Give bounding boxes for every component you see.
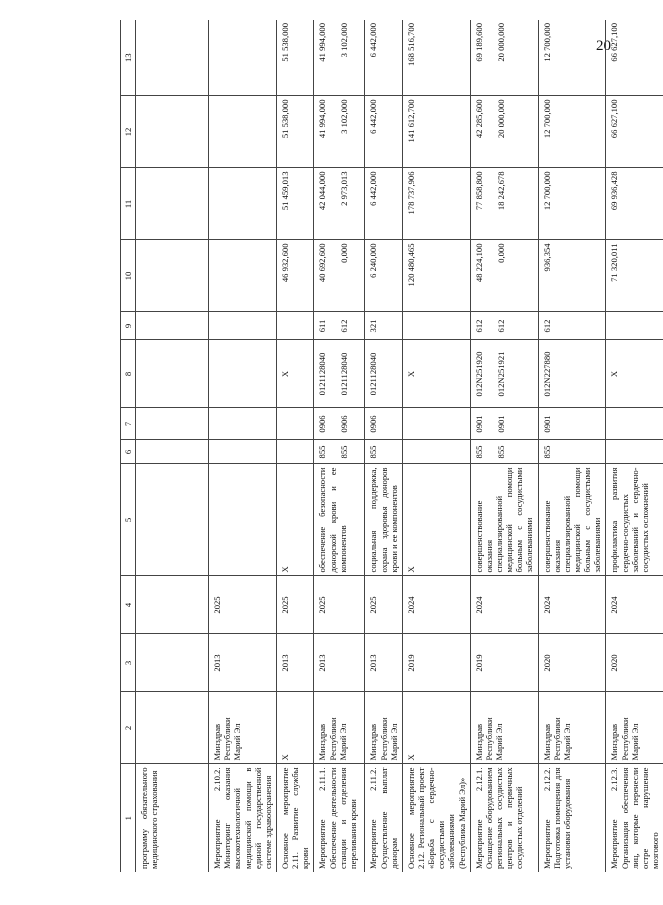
measure-name: Основное мероприятие 2.12. Региональный проект «Борьба с сердечно-сосудистыми заболеваниями (Республика Марий Эл)»	[402, 764, 470, 872]
cell-line	[139, 412, 161, 437]
col-header: 1	[121, 764, 136, 872]
cell-line: X	[609, 370, 620, 378]
cell-line: 66 627,100	[609, 99, 620, 139]
value-col10	[538, 240, 606, 312]
cell-line: 42 285,600	[473, 99, 484, 139]
grbs-code	[402, 440, 470, 464]
cell-line: 3 102,000	[339, 23, 350, 58]
cell-line: 0906	[339, 415, 350, 433]
value-col10	[402, 240, 470, 312]
cell-line: социальная поддержка, охрана здоровья доноров крови и ее компонентов	[368, 467, 399, 573]
cell-line: 855	[317, 445, 328, 459]
cell-line: 12 700,000	[541, 23, 552, 62]
cell-line: 69 189,600	[473, 23, 484, 62]
cell-line	[212, 444, 234, 461]
col-header: 4	[121, 576, 136, 634]
expense-type	[606, 312, 663, 340]
start-year: 2013	[365, 634, 402, 692]
cell-line	[183, 444, 205, 461]
cell-line	[161, 100, 183, 165]
cell-line	[161, 344, 183, 405]
target-article	[402, 340, 470, 408]
executor: Минздрав Республики Марий Эл	[606, 692, 663, 764]
table-row	[136, 20, 209, 872]
value-col13	[538, 20, 606, 96]
cell-line: 6 442,000	[368, 23, 379, 58]
value-col12	[606, 96, 663, 168]
cell-line: 77 858,800	[473, 171, 484, 211]
expense-type	[209, 312, 277, 340]
cell-line: 0121128040	[317, 352, 328, 396]
value-col13	[365, 20, 402, 96]
expense-type	[470, 312, 538, 340]
value-col11	[606, 168, 663, 240]
start-year: 2020	[538, 634, 606, 692]
target-article	[314, 340, 365, 408]
cell-line: 855	[541, 445, 552, 459]
cell-line: 41 994,000	[317, 99, 328, 139]
cell-line: 141 612,700	[405, 99, 416, 143]
expected-result	[538, 464, 606, 576]
cell-line: 855	[473, 445, 484, 459]
cell-line: 0901	[473, 415, 484, 433]
cell-line	[161, 244, 183, 309]
expense-type	[136, 312, 209, 340]
expected-result	[209, 464, 277, 576]
expense-type	[276, 312, 313, 340]
value-col13	[402, 20, 470, 96]
end-year: 2025	[365, 576, 402, 634]
expense-type	[365, 312, 402, 340]
executor: Минздрав Республики Марий Эл	[209, 692, 277, 764]
cell-line	[183, 344, 205, 405]
grbs-code	[606, 440, 663, 464]
cell-line	[609, 444, 631, 461]
cell-line: 855	[495, 445, 506, 459]
grbs-code	[209, 440, 277, 464]
cell-line: 178 737,906	[405, 171, 416, 215]
expected-result	[365, 464, 402, 576]
end-year: 2024	[606, 576, 663, 634]
table-row	[209, 20, 277, 872]
cell-line: 0,000	[495, 243, 506, 263]
cell-line	[183, 244, 205, 309]
end-year: 2024	[538, 576, 606, 634]
cell-line	[406, 412, 428, 437]
cell-line	[609, 412, 631, 437]
target-article	[209, 340, 277, 408]
col-header: 9	[121, 312, 136, 340]
cell-line: 612	[339, 319, 350, 333]
col-header: 5	[121, 464, 136, 576]
cell-line: 48 224,100	[473, 243, 484, 283]
measure-name: программу обязательного медицинского страхования	[139, 767, 160, 869]
end-year: 2025	[276, 576, 313, 634]
table-row	[538, 20, 606, 872]
cell-line: 0901	[495, 415, 506, 433]
cell-line: совершенствование оказания специализированной медицинской помощи больным с сосудистыми заболеваниями	[541, 467, 603, 573]
col-header: 12	[121, 96, 136, 168]
col-header: 3	[121, 634, 136, 692]
cell-line	[183, 316, 205, 337]
section-code	[209, 408, 277, 440]
cell-line: 012N251920	[473, 351, 484, 397]
cell-line: 168 516,700	[405, 23, 416, 66]
expected-result	[606, 464, 663, 576]
value-col13	[470, 20, 538, 96]
cell-line: 51 538,000	[279, 99, 290, 139]
col-header: 7	[121, 408, 136, 440]
rotated-page	[120, 20, 660, 872]
value-col11	[365, 168, 402, 240]
executor: Минздрав Республики Марий Эл	[365, 692, 402, 764]
expense-type	[314, 312, 365, 340]
cell-line: 611	[317, 319, 328, 333]
cell-line: X	[405, 566, 416, 573]
cell-line	[139, 468, 161, 573]
expense-type	[402, 312, 470, 340]
value-col11	[538, 168, 606, 240]
start-year	[136, 634, 209, 692]
cell-line	[280, 412, 302, 437]
expected-result	[276, 464, 313, 576]
end-year: 2024	[470, 576, 538, 634]
cell-line	[161, 23, 183, 93]
value-col10	[276, 240, 313, 312]
cell-line: 0121128040	[339, 352, 350, 396]
value-col12	[209, 96, 277, 168]
cell-line	[406, 316, 428, 337]
table-row	[470, 20, 538, 872]
cell-line: совершенствование оказания специализированной медицинской помощи больным с сосудистыми заболеваниями	[473, 467, 535, 573]
cell-line	[406, 444, 428, 461]
grbs-code	[365, 440, 402, 464]
grbs-code	[538, 440, 606, 464]
table-row	[365, 20, 402, 872]
cell-line: 120 480,465	[405, 243, 416, 287]
cell-line: 41 994,000	[317, 23, 328, 62]
value-col11	[314, 168, 365, 240]
cell-line: профилактика развития сердечно-сосудистых заболеваний и сердечно-сосудистых осложнений	[609, 467, 650, 573]
section-code	[276, 408, 313, 440]
cell-line	[212, 412, 234, 437]
col-header: 10	[121, 240, 136, 312]
cell-line: 71 320,011	[609, 243, 620, 282]
measure-name: Основное мероприятие 2.11. Развитие службы крови	[276, 764, 313, 872]
expected-result	[136, 464, 209, 576]
cell-line: X	[279, 370, 290, 378]
value-col12	[538, 96, 606, 168]
value-col11	[209, 168, 277, 240]
cell-line: 12 700,000	[541, 99, 552, 139]
cell-line: 612	[473, 319, 484, 333]
cell-line: 20 000,000	[495, 99, 506, 139]
measure-name: Мероприятие 2.12.1. Оснащение оборудованием региональных сосудистых центров и первичных сосудистых отделений	[470, 764, 538, 872]
expected-result	[402, 464, 470, 576]
col-header: 2	[121, 692, 136, 764]
cell-line: X	[405, 370, 416, 378]
start-year: 2013	[314, 634, 365, 692]
cell-line	[212, 23, 234, 93]
cell-line	[161, 172, 183, 237]
cell-line	[183, 412, 205, 437]
cell-line	[139, 344, 161, 405]
cell-line	[609, 316, 631, 337]
cell-line: 12 700,000	[541, 171, 552, 211]
cell-line: 0901	[541, 415, 552, 433]
cell-line: 936,354	[541, 243, 552, 272]
executor: X	[402, 692, 470, 764]
cell-line: 51 538,000	[279, 23, 290, 62]
value-col13	[606, 20, 663, 96]
grbs-code	[314, 440, 365, 464]
section-code	[402, 408, 470, 440]
cell-line	[139, 23, 161, 93]
value-col12	[402, 96, 470, 168]
expense-type	[538, 312, 606, 340]
value-col12	[365, 96, 402, 168]
measure-name: Мероприятие 2.11.2. Осуществление выплат донорам	[365, 764, 402, 872]
target-article	[365, 340, 402, 408]
value-col10	[209, 240, 277, 312]
table-row	[314, 20, 365, 872]
budget-table	[120, 20, 663, 872]
cell-line: 321	[368, 319, 379, 333]
value-col10	[365, 240, 402, 312]
value-col11	[136, 168, 209, 240]
cell-line	[139, 444, 161, 461]
value-col10	[136, 240, 209, 312]
cell-line	[139, 244, 161, 309]
cell-line: 612	[495, 319, 506, 333]
executor: X	[276, 692, 313, 764]
end-year: 2025	[209, 576, 277, 634]
measure-name: Мероприятие 2.11.1. Обеспечение деятельности станции и отделения переливания крови	[314, 764, 365, 872]
executor: Минздрав Республики Марий Эл	[314, 692, 365, 764]
col-header: 8	[121, 340, 136, 408]
value-col10	[606, 240, 663, 312]
header-row	[121, 20, 136, 872]
cell-line: 0906	[317, 415, 328, 433]
cell-line: 012N251921	[495, 351, 506, 397]
target-article	[470, 340, 538, 408]
cell-line: 2 973,013	[339, 171, 350, 206]
end-year: 2024	[402, 576, 470, 634]
value-col10	[314, 240, 365, 312]
cell-line: 0,000	[339, 243, 350, 263]
grbs-code	[276, 440, 313, 464]
cell-line	[183, 23, 205, 93]
measure-name: Мероприятие 2.10.2. Мониторинг оказания высокотехнологичной медицинской помощи в единой государственной системе здравоохранения	[209, 764, 277, 872]
cell-line	[212, 344, 234, 405]
section-code	[365, 408, 402, 440]
executor: Минздрав Республики Марий Эл	[538, 692, 606, 764]
table-row	[606, 20, 663, 872]
cell-line	[280, 316, 302, 337]
value-col13	[276, 20, 313, 96]
start-year: 2020	[606, 634, 663, 692]
value-col10	[470, 240, 538, 312]
cell-line: 855	[339, 445, 350, 459]
cell-line: 012N227880	[541, 351, 552, 397]
measure-name: Мероприятие 2.12.2. Подготовка помещения для установки оборудования	[538, 764, 606, 872]
cell-line	[161, 316, 183, 337]
target-article	[606, 340, 663, 408]
expected-result	[314, 464, 365, 576]
cell-line	[139, 172, 161, 237]
section-code	[470, 408, 538, 440]
end-year	[136, 576, 209, 634]
expected-result	[470, 464, 538, 576]
cell-line: 6 442,000	[368, 171, 379, 206]
target-article	[276, 340, 313, 408]
cell-line: 46 932,600	[279, 243, 290, 283]
section-code	[538, 408, 606, 440]
grbs-code	[136, 440, 209, 464]
executor	[136, 692, 209, 764]
cell-line	[212, 244, 234, 309]
table-row	[276, 20, 313, 872]
cell-line	[161, 412, 183, 437]
value-col12	[314, 96, 365, 168]
value-col12	[276, 96, 313, 168]
value-col12	[470, 96, 538, 168]
cell-line: 42 044,000	[317, 171, 328, 211]
value-col11	[402, 168, 470, 240]
cell-line: 612	[541, 319, 552, 333]
cell-line	[161, 444, 183, 461]
table-body	[136, 20, 663, 872]
cell-line: 40 692,600	[317, 243, 328, 283]
start-year: 2013	[209, 634, 277, 692]
value-col11	[470, 168, 538, 240]
section-code	[136, 408, 209, 440]
col-header: 11	[121, 168, 136, 240]
cell-line: 20 000,000	[495, 23, 506, 62]
measure-name: Мероприятие 2.12.3. Организация обеспечения лиц, которые перенесли остре нарушение мозгового	[606, 764, 663, 872]
cell-line: обеспечение безопасности донорской крови и ее компонентов	[317, 467, 348, 573]
target-article	[538, 340, 606, 408]
cell-line: 855	[368, 445, 379, 459]
cell-line: 69 936,428	[609, 171, 620, 211]
col-header: 13	[121, 20, 136, 96]
cell-line: 6 442,000	[368, 99, 379, 134]
section-code	[314, 408, 365, 440]
cell-line	[183, 100, 205, 165]
cell-line	[212, 316, 234, 337]
value-col13	[209, 20, 277, 96]
target-article	[136, 340, 209, 408]
cell-line: 18 242,678	[495, 171, 506, 211]
executor: Минздрав Республики Марий Эл	[470, 692, 538, 764]
cell-line: 66 627,100	[609, 23, 620, 62]
value-col13	[314, 20, 365, 96]
cell-line	[161, 468, 183, 573]
cell-line	[280, 444, 302, 461]
table-row	[402, 20, 470, 872]
cell-line: 3 102,000	[339, 99, 350, 134]
cell-line	[183, 468, 205, 573]
value-col13	[136, 20, 209, 96]
start-year: 2019	[470, 634, 538, 692]
col-header: 6	[121, 440, 136, 464]
cell-line	[212, 468, 234, 573]
cell-line: 51 459,013	[279, 171, 290, 211]
cell-line: X	[279, 566, 290, 573]
value-col12	[136, 96, 209, 168]
cell-line	[183, 172, 205, 237]
cell-line: 0121128040	[368, 352, 379, 396]
cell-line: 0906	[368, 415, 379, 433]
grbs-code	[470, 440, 538, 464]
start-year: 2013	[276, 634, 313, 692]
page-number: 20	[596, 38, 611, 54]
section-code	[606, 408, 663, 440]
end-year: 2025	[314, 576, 365, 634]
cell-line	[212, 172, 234, 237]
cell-line	[139, 100, 161, 165]
start-year: 2019	[402, 634, 470, 692]
cell-line: 6 240,000	[368, 243, 379, 278]
value-col11	[276, 168, 313, 240]
cell-line	[139, 316, 161, 337]
cell-line	[212, 100, 234, 165]
